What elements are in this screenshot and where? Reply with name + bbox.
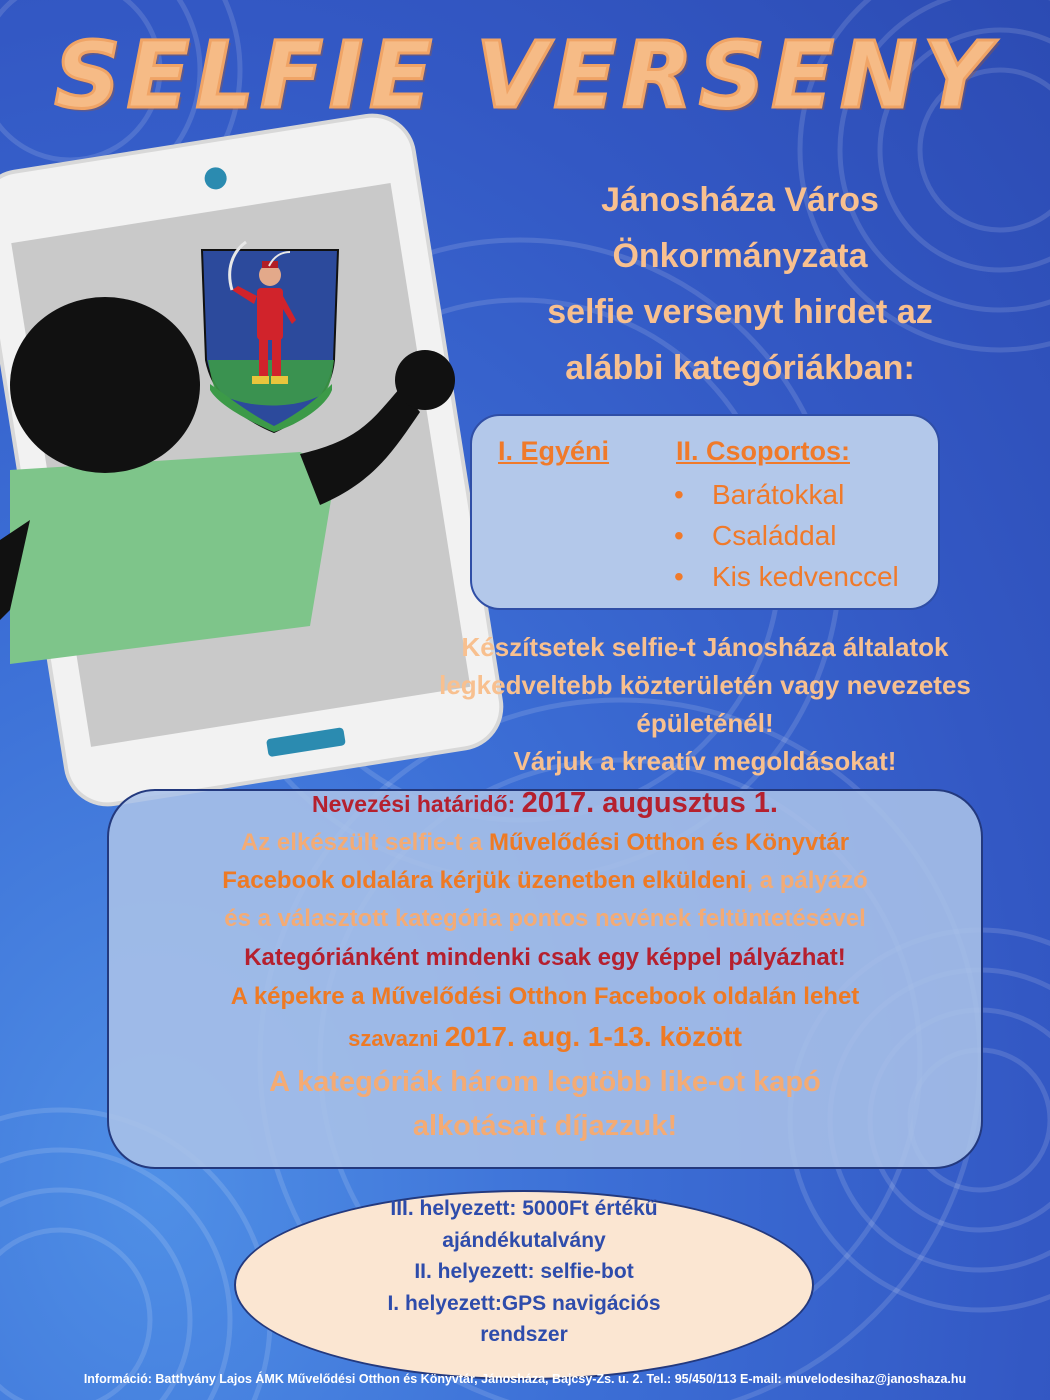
prize-list bbox=[234, 1193, 814, 1351]
footer-contact: Információ: Batthyány Lajos ÁMK Művelődési Otthon és Könyvtár, Jánosháza, Bajcsy-Zs. u. 2. Tel.: 95/450/113 E-mail: muvelodesihaz@janoshaza.hu bbox=[83, 1372, 967, 1386]
vote-line: A képekre a Művelődési Otthon Facebook oldalán lehet bbox=[230, 983, 860, 1010]
intro-line: Önkormányzata bbox=[612, 237, 868, 275]
submit-text: Az elkészült selfie-t a bbox=[240, 829, 490, 856]
intro-line: alábbi kategóriákban: bbox=[565, 349, 915, 387]
submit-text: , a pályázó bbox=[746, 867, 868, 894]
vote-prefix: szavazni bbox=[348, 1026, 445, 1051]
cta-line: legkedveltebb közterületén vagy nevezetes bbox=[439, 670, 971, 700]
deadline-date: 2017. augusztus 1. bbox=[521, 787, 778, 819]
list-item: • Barátokkal bbox=[672, 474, 899, 515]
prize-line: I. helyezett:GPS navigációs bbox=[387, 1291, 661, 1315]
intro-line: selfie versenyt hirdet az bbox=[547, 293, 933, 331]
award-line: alkotásait díjazzuk! bbox=[412, 1110, 678, 1142]
cta-line: épületénél! bbox=[636, 708, 774, 738]
prize-line: ajándékutalvány bbox=[442, 1228, 606, 1252]
limit-line: Kategóriánként mindenki csak egy képpel pályázhat! bbox=[244, 944, 846, 971]
deadline-label: Nevezési határidő: bbox=[312, 791, 522, 817]
submit-line bbox=[107, 824, 983, 862]
info-text bbox=[107, 783, 983, 1148]
list-item: • Családdal bbox=[672, 515, 899, 556]
submit-line bbox=[107, 862, 983, 900]
intro-text bbox=[460, 172, 1020, 396]
cta-line: Várjuk a kreatív megoldásokat! bbox=[513, 746, 897, 776]
submit-facebook: Facebook oldalára kérjük üzenetben elküldeni bbox=[222, 867, 747, 894]
cta-line: Készítsetek selfie-t Jánosháza általatok bbox=[461, 632, 949, 662]
prize-line: II. helyezett: selfie-bot bbox=[414, 1260, 634, 1283]
category-individual: I. Egyéni bbox=[498, 436, 610, 466]
intro-line: Jánosháza Város bbox=[601, 181, 879, 219]
prize-line: rendszer bbox=[480, 1323, 568, 1346]
list-item: • Kis kedvenccel bbox=[672, 556, 899, 597]
poster-title: SELFIE VERSENY bbox=[54, 22, 996, 129]
prize-line: III. helyezett: 5000Ft értékű bbox=[390, 1197, 658, 1220]
submit-place: Művelődési Otthon és Könyvtár bbox=[489, 829, 850, 856]
category-group: II. Csoportos: bbox=[676, 436, 850, 466]
deadline-line bbox=[107, 783, 983, 824]
categories-box bbox=[470, 414, 940, 610]
call-to-action bbox=[380, 628, 1030, 780]
group-items-list bbox=[672, 474, 899, 597]
submit-line: és a választott kategória pontos nevének feltüntetésével bbox=[224, 905, 866, 932]
vote-dates: 2017. aug. 1-13. között bbox=[444, 1021, 742, 1052]
vote-line bbox=[107, 1016, 983, 1060]
award-line: A kategóriák három legtöbb like-ot kapó bbox=[269, 1066, 821, 1098]
